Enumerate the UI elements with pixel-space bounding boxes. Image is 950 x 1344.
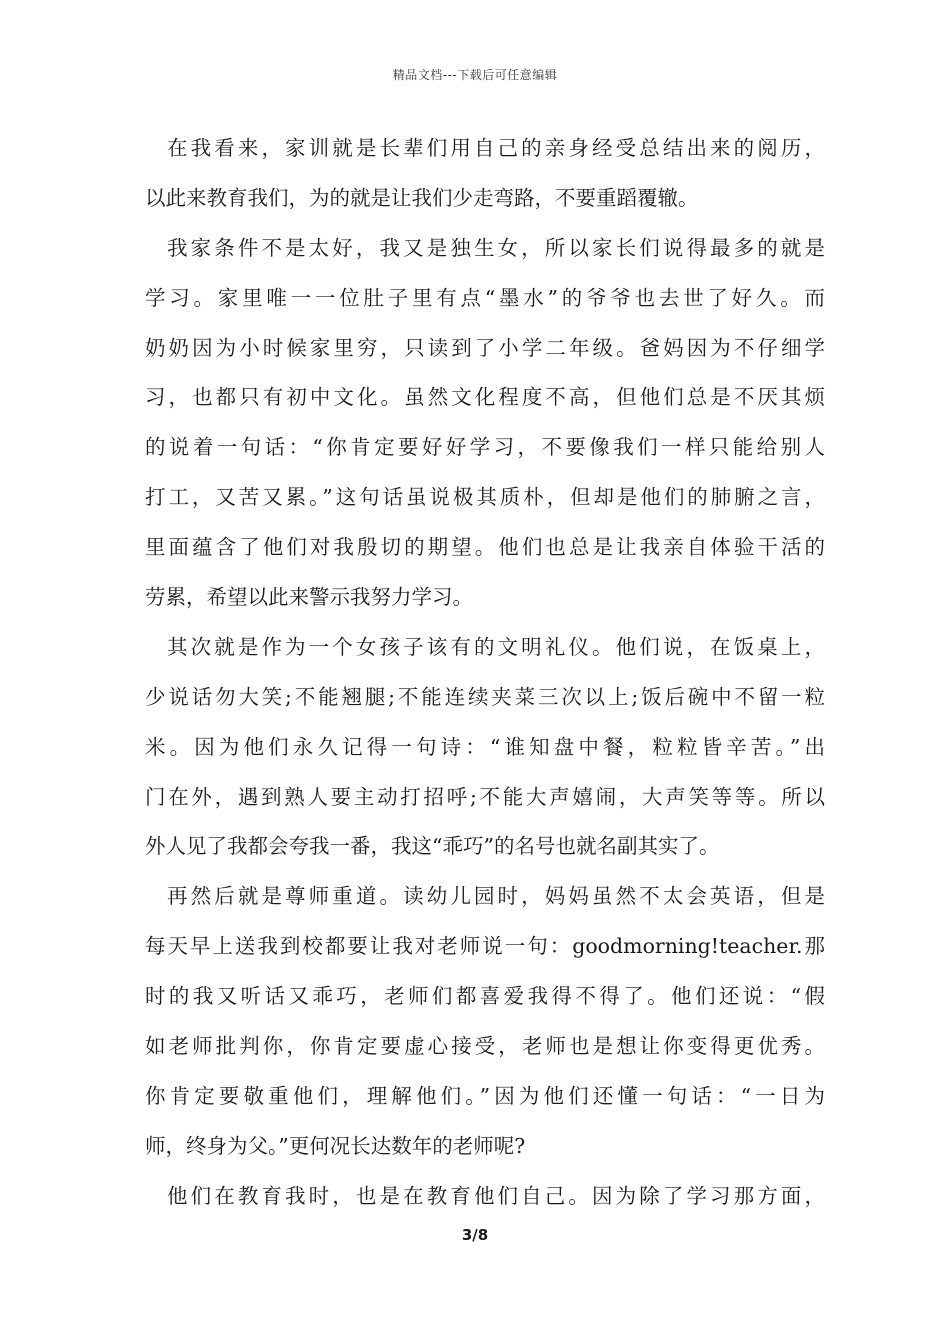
text-line: 奶奶因为小时候家里穷，只读到了小学二年级。爸妈因为不仔细学 (145, 335, 825, 360)
text-line: 每天早上送我到校都要让我对老师说一句：goodmorning!teacher.那 (145, 934, 825, 959)
text-line: 学习。家里唯一一位肚子里有点“墨水”的爷爷也去世了好久。而 (145, 285, 825, 310)
text-line: 米。因为他们永久记得一句诗：“谁知盘中餐，粒粒皆辛苦。”出 (145, 734, 825, 759)
text-line: 打工，又苦又累。”这句话虽说极其质朴，但却是他们的肺腑之言， (145, 485, 825, 510)
page-separator: / (472, 1226, 478, 1244)
text-line: 以此来教育我们，为的就是让我们少走弯路，不要重蹈覆辙。 (145, 185, 699, 210)
text-line: 师，终身为父。”更何况长达数年的老师呢? (145, 1133, 526, 1158)
text-line: 劳累，希望以此来警示我努力学习。 (145, 585, 473, 610)
text-line: 的说着一句话：“你肯定要好好学习，不要像我们一样只能给别人 (145, 435, 825, 460)
page-current: 3 (461, 1226, 473, 1244)
text-line: 时的我又听话又乖巧，老师们都喜爱我得不得了。他们还说：“假 (145, 984, 825, 1009)
text-line: 你肯定要敬重他们，理解他们。”因为他们还懂一句话：“一日为 (145, 1083, 825, 1108)
document-body (145, 128, 825, 1226)
page-number (0, 1226, 950, 1244)
text-line: 其次就是作为一个女孩子该有的文明礼仪。他们说，在饭桌上， (167, 634, 825, 659)
text-line: 习，也都只有初中文化。虽然文化程度不高，但他们总是不厌其烦 (145, 385, 825, 410)
text-line: 再然后就是尊师重道。读幼儿园时，妈妈虽然不太会英语，但是 (167, 884, 825, 909)
text-line: 外人见了我都会夸我一番，我这“乖巧”的名号也就名副其实了。 (145, 834, 720, 859)
text-line: 少说话勿大笑;不能翘腿;不能连续夹菜三次以上;饭后碗中不留一粒 (145, 684, 825, 709)
text-line: 如老师批判你，你肯定要虚心接受，老师也是想让你变得更优秀。 (145, 1034, 825, 1059)
text-line: 我家条件不是太好，我又是独生女，所以家长们说得最多的就是 (167, 235, 825, 260)
page-header: 精品文档---下载后可任意编辑 (392, 68, 558, 82)
page-total: 8 (477, 1226, 489, 1244)
text-line: 他们在教育我时，也是在教育他们自己。因为除了学习那方面， (167, 1183, 825, 1208)
text-line: 门在外，遇到熟人要主动打招呼;不能大声嬉闹，大声笑等等。所以 (145, 784, 825, 809)
text-line: 在我看来，家训就是长辈们用自己的亲身经受总结出来的阅历， (167, 136, 825, 160)
text-line: 里面蕴含了他们对我殷切的期望。他们也总是让我亲自体验干活的 (145, 535, 825, 560)
